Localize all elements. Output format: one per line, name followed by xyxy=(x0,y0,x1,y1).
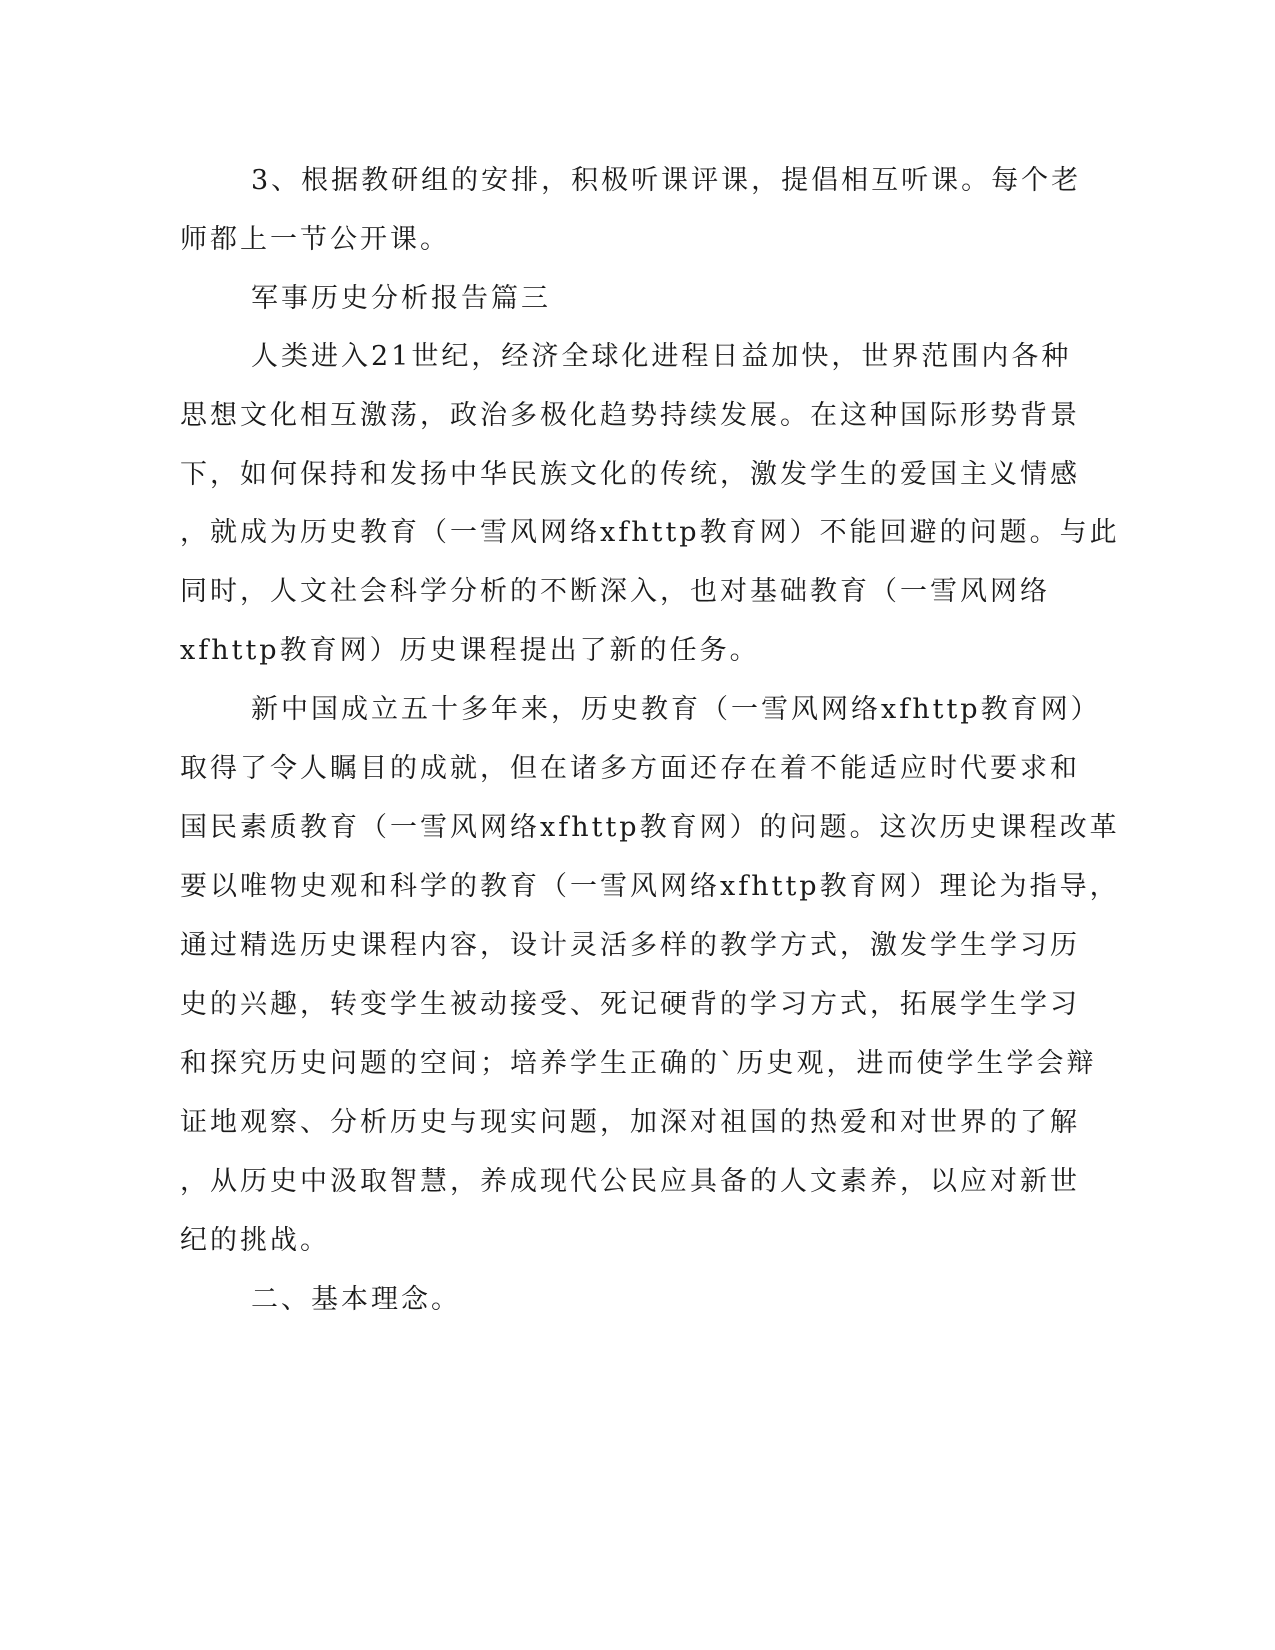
text-line: 通过精选历史课程内容，设计灵活多样的教学方式，激发学生学习历 xyxy=(180,930,1080,961)
text-line: 要以唯物史观和科学的教育（一雪风网络xfhttp教育网）理论为指导， xyxy=(180,871,1120,902)
text-line: 师都上一节公开课。 xyxy=(180,224,450,255)
text-line: ，就成为历史教育（一雪风网络xfhttp教育网）不能回避的问题。与此 xyxy=(180,517,1120,548)
text-line: xfhttp教育网）历史课程提出了新的任务。 xyxy=(180,635,760,666)
text-line: 国民素质教育（一雪风网络xfhttp教育网）的问题。这次历史课程改革 xyxy=(180,812,1120,843)
text-line: 同时，人文社会科学分析的不断深入，也对基础教育（一雪风网络 xyxy=(180,576,1050,607)
text-line: 3、根据教研组的安排，积极听课评课，提倡相互听课。每个老 xyxy=(251,165,1082,196)
text-line: 证地观察、分析历史与现实问题，加深对祖国的热爱和对世界的了解 xyxy=(180,1107,1080,1138)
text-line: 和探究历史问题的空间；培养学生正确的`历史观，进而使学生学会辩 xyxy=(180,1048,1097,1079)
text-line: 纪的挑战。 xyxy=(180,1225,330,1256)
text-line: 取得了令人瞩目的成就，但在诸多方面还存在着不能适应时代要求和 xyxy=(180,753,1080,784)
section-heading: 二、基本理念。 xyxy=(251,1284,461,1315)
text-line: 新中国成立五十多年来，历史教育（一雪风网络xfhttp教育网） xyxy=(251,694,1101,725)
text-line: 史的兴趣，转变学生被动接受、死记硬背的学习方式，拓展学生学习 xyxy=(180,989,1080,1020)
text-line: 下，如何保持和发扬中华民族文化的传统，激发学生的爱国主义情感 xyxy=(180,459,1080,490)
text-line: 思想文化相互激荡，政治多极化趋势持续发展。在这种国际形势背景 xyxy=(180,400,1080,431)
text-line: 人类进入21世纪，经济全球化进程日益加快，世界范围内各种 xyxy=(251,341,1072,372)
section-heading: 军事历史分析报告篇三 xyxy=(251,283,551,314)
text-line: ，从历史中汲取智慧，养成现代公民应具备的人文素养，以应对新世 xyxy=(180,1166,1080,1197)
